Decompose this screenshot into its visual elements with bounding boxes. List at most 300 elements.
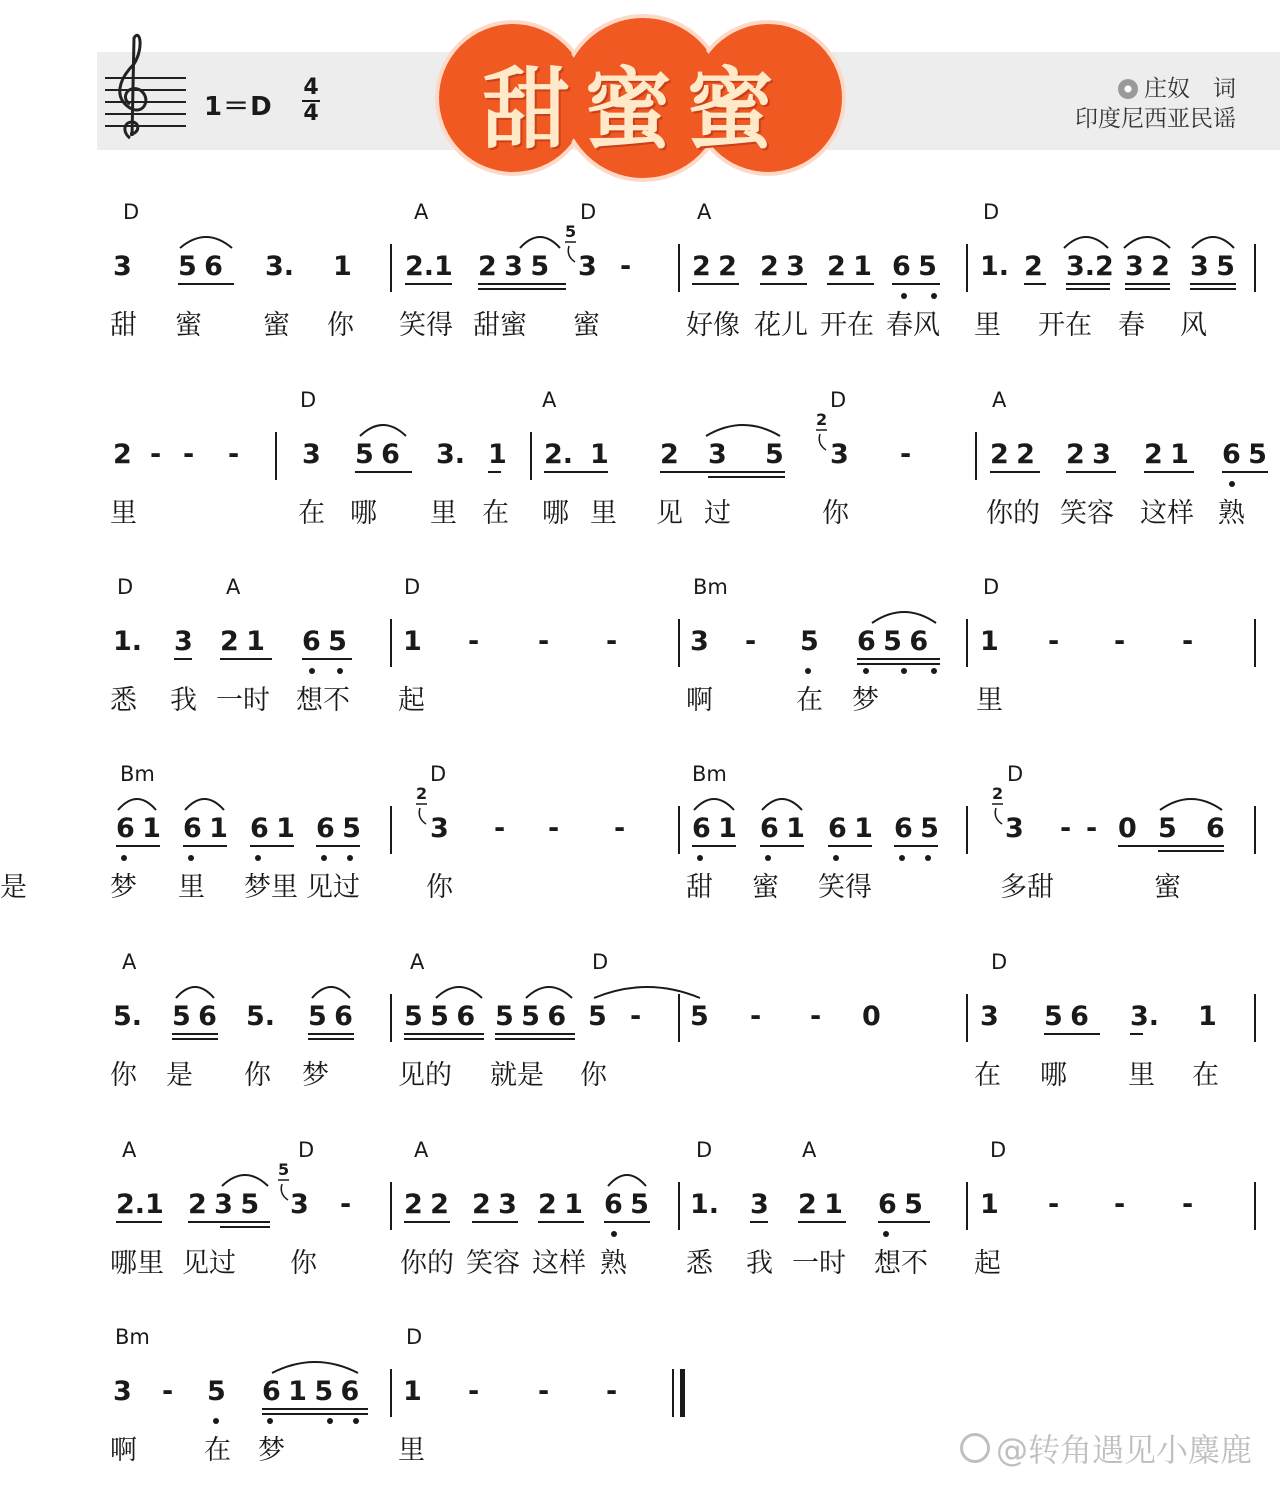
chord-symbol: D xyxy=(990,1138,1007,1162)
octave-dot xyxy=(611,1231,617,1237)
lyric-syllable: 熟 xyxy=(600,1248,627,1279)
note: 5 6 xyxy=(308,1001,353,1032)
slur xyxy=(1160,799,1222,810)
chord-symbol: D xyxy=(991,950,1008,974)
note: 5 xyxy=(588,1001,607,1032)
note: 3 xyxy=(750,1189,769,1220)
note: 1 xyxy=(333,251,352,282)
barline xyxy=(390,1182,392,1230)
lyric-syllable: 甜 xyxy=(686,872,713,903)
note: 5 xyxy=(690,1001,709,1032)
note: 2 1 xyxy=(827,251,872,282)
note: 2.1 xyxy=(405,251,453,282)
note: 6 5 xyxy=(604,1189,649,1220)
note: 5 5 6 xyxy=(404,1001,476,1032)
barline xyxy=(1254,994,1256,1042)
lyric-syllable: 你 xyxy=(426,872,453,903)
chord-symbol: D xyxy=(580,200,597,224)
note: 6 5 xyxy=(894,813,939,844)
slur xyxy=(1124,237,1170,248)
lyric-syllable: 是 xyxy=(0,872,27,903)
lyric-syllable: 这样 xyxy=(532,1248,586,1279)
note: 6 1 xyxy=(760,813,805,844)
note: 2 1 xyxy=(538,1189,583,1220)
note: - xyxy=(1048,626,1060,657)
octave-dot xyxy=(899,855,905,861)
barline xyxy=(1254,244,1256,292)
note: 3 5 xyxy=(1190,251,1235,282)
octave-dot xyxy=(863,668,869,674)
lyric-syllable: 是 xyxy=(166,1060,193,1091)
note: 5 6 xyxy=(172,1001,217,1032)
note: 1. xyxy=(690,1189,720,1220)
note: - xyxy=(1048,1189,1060,1220)
barline xyxy=(678,619,680,667)
octave-dot xyxy=(309,668,315,674)
lyric-syllable: 见的 xyxy=(398,1060,452,1091)
slur xyxy=(1192,237,1234,248)
slur xyxy=(608,1175,646,1186)
grace-slur xyxy=(568,246,575,262)
lyric-syllable: 我 xyxy=(746,1248,773,1279)
lyric-syllable: 花儿 xyxy=(754,310,808,341)
octave-dot xyxy=(765,855,771,861)
slur xyxy=(360,425,406,436)
lyric-syllable: 梦 xyxy=(110,872,137,903)
note: 3 xyxy=(430,813,449,844)
lyric-syllable: 起 xyxy=(974,1248,1001,1279)
note: 1 xyxy=(1198,1001,1217,1032)
note: 2. xyxy=(544,439,574,470)
octave-dot xyxy=(931,293,937,299)
slur xyxy=(694,799,734,810)
note: 2 3 xyxy=(472,1189,517,1220)
lyric-syllable: 多甜 xyxy=(1000,872,1054,903)
lyric-syllable: 里 xyxy=(178,872,205,903)
lyric-syllable: 你的 xyxy=(986,498,1040,529)
note: 3 xyxy=(290,1189,309,1220)
lyric-syllable: 啊 xyxy=(686,685,713,716)
lyric-syllable: 你 xyxy=(290,1248,317,1279)
barline xyxy=(390,806,392,854)
grace-slur xyxy=(995,808,1002,824)
note: 3 xyxy=(174,626,193,657)
lyric-syllable: 笑容 xyxy=(1060,498,1114,529)
barline xyxy=(390,619,392,667)
barline xyxy=(966,806,968,854)
lyric-syllable: 哪 xyxy=(542,498,569,529)
note: - xyxy=(1114,626,1126,657)
note: 3. xyxy=(1130,1001,1160,1032)
grace-note: 2 xyxy=(992,784,1004,803)
note: - xyxy=(606,1376,618,1407)
octave-dot xyxy=(1229,481,1235,487)
note: 3.2 xyxy=(1066,251,1114,282)
lyric-syllable: 梦 xyxy=(258,1435,285,1466)
chord-symbol: Bm xyxy=(120,762,155,786)
lyric-syllable: 笑得 xyxy=(818,872,872,903)
slur xyxy=(1064,237,1108,248)
chord-symbol: A xyxy=(992,388,1007,412)
octave-dot xyxy=(347,855,353,861)
note: 6 xyxy=(1206,813,1225,844)
note: - xyxy=(548,813,560,844)
lyric-syllable: 哪里 xyxy=(110,1248,164,1279)
note: - xyxy=(614,813,626,844)
note: 3 xyxy=(113,251,132,282)
lyric-syllable: 你 xyxy=(580,1060,607,1091)
note: 3 2 xyxy=(1125,251,1170,282)
note: 2 1 xyxy=(220,626,265,657)
barline xyxy=(390,244,392,292)
note: 2 xyxy=(1024,251,1043,282)
song-title: 甜蜜蜜 xyxy=(481,57,788,161)
lyric-syllable: 里 xyxy=(398,1435,425,1466)
chord-symbol: D xyxy=(117,575,134,599)
chord-symbol: D xyxy=(298,1138,315,1162)
octave-dot xyxy=(337,668,343,674)
grace-slur xyxy=(819,434,826,450)
chord-symbol: D xyxy=(983,575,1000,599)
note: 1 xyxy=(980,1189,999,1220)
lyric-syllable: 你 xyxy=(244,1060,271,1091)
barline xyxy=(1254,806,1256,854)
note: 2.1 xyxy=(116,1189,164,1220)
note: 3 xyxy=(830,439,849,470)
barline xyxy=(966,1182,968,1230)
lyric-syllable: 起 xyxy=(398,685,425,716)
note: 0 xyxy=(862,1001,881,1032)
barline xyxy=(530,432,532,480)
lyric-syllable: 笑容 xyxy=(466,1248,520,1279)
lyric-syllable: 好像 xyxy=(686,310,740,341)
octave-dot xyxy=(697,855,703,861)
note: 5 6 xyxy=(355,439,400,470)
note: 3 xyxy=(113,1376,132,1407)
chord-symbol: D xyxy=(406,1325,423,1349)
note: 6 5 xyxy=(316,813,361,844)
watermark xyxy=(960,1425,1252,1471)
note: 5. xyxy=(246,1001,276,1032)
note: 3. xyxy=(265,251,295,282)
lyric-syllable: 蜜 xyxy=(175,310,202,341)
time-signature-bottom: 4 xyxy=(303,101,319,126)
lyric-syllable: 熟 xyxy=(1218,498,1245,529)
note: 1 xyxy=(403,1376,422,1407)
slur xyxy=(526,987,572,998)
lyricist: 庄奴 词 xyxy=(1144,76,1236,102)
octave-dot xyxy=(213,1418,219,1424)
lyric-syllable: 一时 xyxy=(792,1248,846,1279)
chord-symbol: A xyxy=(542,388,557,412)
barline xyxy=(975,432,977,480)
note: 1. xyxy=(980,251,1010,282)
lyric-syllable: 里 xyxy=(430,498,457,529)
note: 6 1 5 6 xyxy=(262,1376,360,1407)
octave-dot xyxy=(931,668,937,674)
grace-note: 5 xyxy=(565,222,577,241)
chord-symbol: A xyxy=(226,575,241,599)
barline xyxy=(966,994,968,1042)
lyric-syllable: 你 xyxy=(822,498,849,529)
lyric-syllable: 一时 xyxy=(216,685,270,716)
chord-symbol: A xyxy=(410,950,425,974)
note: - xyxy=(900,439,912,470)
lyric-syllable: 悉 xyxy=(686,1248,713,1279)
slur xyxy=(176,987,214,998)
note: 6 1 xyxy=(828,813,873,844)
chord-symbol: Bm xyxy=(115,1325,150,1349)
note: 5 6 xyxy=(1044,1001,1089,1032)
lyric-syllable: 里 xyxy=(974,310,1001,341)
note: 6 5 xyxy=(1222,439,1267,470)
lyric-syllable: 在 xyxy=(204,1435,231,1466)
chord-symbol: D xyxy=(430,762,447,786)
lyric-syllable: 过 xyxy=(704,498,731,529)
lyric-syllable: 甜蜜 xyxy=(473,310,527,341)
barline xyxy=(966,244,968,292)
slur xyxy=(272,1362,358,1373)
barline xyxy=(678,994,680,1042)
note: 6 1 xyxy=(692,813,737,844)
barline xyxy=(275,432,277,480)
note: - xyxy=(183,439,195,470)
chord-symbol: D xyxy=(300,388,317,412)
lyric-syllable: 见 xyxy=(656,498,683,529)
note: - xyxy=(538,626,550,657)
lyric-syllable: 蜜 xyxy=(752,872,779,903)
note: - xyxy=(810,1001,822,1032)
barline xyxy=(678,1182,680,1230)
slur xyxy=(706,425,780,436)
octave-dot xyxy=(267,1418,273,1424)
note: 1 xyxy=(488,439,507,470)
lyric-syllable: 哪 xyxy=(1040,1060,1067,1091)
weibo-icon xyxy=(960,1433,990,1463)
note: 2 2 xyxy=(692,251,737,282)
octave-dot xyxy=(901,668,907,674)
lyric-syllable: 里 xyxy=(976,685,1003,716)
note: 6 1 xyxy=(250,813,295,844)
note: 2 3 xyxy=(760,251,805,282)
note: - xyxy=(340,1189,352,1220)
final-barline-thin xyxy=(672,1369,674,1417)
note: - xyxy=(745,626,757,657)
slur xyxy=(594,987,700,998)
lyric-syllable: 见过 xyxy=(306,872,360,903)
note: 2 xyxy=(660,439,679,470)
lyric-syllable: 开在 xyxy=(820,310,874,341)
lyric-syllable: 开在 xyxy=(1038,310,1092,341)
note: - xyxy=(1182,1189,1194,1220)
chord-symbol: D xyxy=(592,950,609,974)
note: 3 xyxy=(980,1001,999,1032)
time-signature-top: 4 xyxy=(303,75,319,100)
lyric-syllable: 蜜 xyxy=(1154,872,1181,903)
lyric-syllable: 在 xyxy=(796,685,823,716)
barline xyxy=(390,1369,392,1417)
chord-symbol: D xyxy=(404,575,421,599)
octave-dot xyxy=(925,855,931,861)
grace-slur xyxy=(419,808,426,824)
slur xyxy=(872,612,936,623)
note: - xyxy=(750,1001,762,1032)
chord-symbol: D xyxy=(983,200,1000,224)
note: 6 5 6 xyxy=(857,626,929,657)
octave-dot xyxy=(121,855,127,861)
octave-dot xyxy=(901,293,907,299)
chord-symbol: A xyxy=(802,1138,817,1162)
chord-symbol: A xyxy=(697,200,712,224)
octave-dot xyxy=(327,1418,333,1424)
slur xyxy=(312,987,350,998)
barline xyxy=(1254,1182,1256,1230)
chord-symbol: D xyxy=(1007,762,1024,786)
lyric-syllable: 这样 xyxy=(1140,498,1194,529)
note: 3 xyxy=(690,626,709,657)
lyric-syllable: 里 xyxy=(110,498,137,529)
octave-dot xyxy=(255,855,261,861)
lyric-syllable: 甜 xyxy=(110,310,137,341)
grace-note: 2 xyxy=(816,410,828,429)
note: - xyxy=(468,626,480,657)
lyric-syllable: 你 xyxy=(327,310,354,341)
octave-dot xyxy=(321,855,327,861)
lyric-syllable: 春风 xyxy=(886,310,940,341)
lyric-syllable: 见过 xyxy=(182,1248,236,1279)
note: - xyxy=(1114,1189,1126,1220)
slur xyxy=(762,799,802,810)
note: - xyxy=(630,1001,642,1032)
note: 6 1 xyxy=(116,813,161,844)
barline xyxy=(678,806,680,854)
note: 2 2 xyxy=(404,1189,449,1220)
note: 2 1 xyxy=(1144,439,1189,470)
barline xyxy=(1254,619,1256,667)
lyric-syllable: 风 xyxy=(1180,310,1207,341)
note: 3 xyxy=(1005,813,1024,844)
note: - xyxy=(228,439,240,470)
note: - xyxy=(606,626,618,657)
note: 3 xyxy=(708,439,727,470)
chord-symbol: Bm xyxy=(692,762,727,786)
note: - xyxy=(468,1376,480,1407)
slur xyxy=(180,237,232,248)
grace-slur xyxy=(281,1184,288,1200)
note: 0 xyxy=(1118,813,1137,844)
chord-symbol: D xyxy=(123,200,140,224)
note: 2 1 xyxy=(798,1189,843,1220)
lyric-syllable: 在 xyxy=(1192,1060,1219,1091)
grace-note: 5 xyxy=(278,1160,290,1179)
lyric-syllable: 啊 xyxy=(110,1435,137,1466)
note: 5 6 xyxy=(178,251,223,282)
note: 6 1 xyxy=(183,813,228,844)
octave-dot xyxy=(833,855,839,861)
chord-symbol: A xyxy=(122,1138,137,1162)
note: - xyxy=(1086,813,1098,844)
barline xyxy=(390,994,392,1042)
chord-symbol: Bm xyxy=(693,575,728,599)
note: 3 xyxy=(302,439,321,470)
lyric-syllable: 你的 xyxy=(400,1248,454,1279)
note: - xyxy=(538,1376,550,1407)
lyric-syllable: 在 xyxy=(482,498,509,529)
slur xyxy=(436,987,482,998)
chord-symbol: D xyxy=(830,388,847,412)
lyric-syllable: 梦 xyxy=(302,1060,329,1091)
note: 3 xyxy=(578,251,597,282)
lyric-syllable: 想不 xyxy=(874,1248,928,1279)
note: - xyxy=(1182,626,1194,657)
note: 3. xyxy=(436,439,466,470)
note: 5 xyxy=(1158,813,1177,844)
barline xyxy=(966,619,968,667)
lyric-syllable: 蜜 xyxy=(573,310,600,341)
note: 1 xyxy=(590,439,609,470)
lyric-syllable: 梦 xyxy=(852,685,879,716)
lyric-syllable: 蜜 xyxy=(263,310,290,341)
note: 5 xyxy=(800,626,819,657)
note: - xyxy=(162,1376,174,1407)
octave-dot xyxy=(805,668,811,674)
note: 2 3 xyxy=(1066,439,1111,470)
note: 1. xyxy=(113,626,143,657)
chord-symbol: A xyxy=(414,200,429,224)
lyric-syllable: 笑得 xyxy=(399,310,453,341)
octave-dot xyxy=(883,1231,889,1237)
slur xyxy=(185,799,224,810)
lyric-syllable: 悉 xyxy=(110,685,137,716)
note: 6 5 xyxy=(892,251,937,282)
note: 5. xyxy=(113,1001,143,1032)
note: 5 xyxy=(765,439,784,470)
octave-dot xyxy=(188,855,194,861)
lyric-syllable: 里 xyxy=(1128,1060,1155,1091)
note: - xyxy=(494,813,506,844)
octave-dot xyxy=(353,1418,359,1424)
grace-note: 2 xyxy=(416,784,428,803)
watermark-text: @转角遇见小麋鹿 xyxy=(995,1431,1252,1469)
lyric-syllable: 在 xyxy=(974,1060,1001,1091)
note: 1 xyxy=(980,626,999,657)
lyric-syllable: 在 xyxy=(298,498,325,529)
note: 5 xyxy=(207,1376,226,1407)
lyric-syllable: 想不 xyxy=(296,685,350,716)
note: - xyxy=(1060,813,1072,844)
chord-symbol: D xyxy=(696,1138,713,1162)
key-signature: 1＝D xyxy=(204,92,273,122)
slur xyxy=(118,799,156,810)
note: 6 5 xyxy=(878,1189,923,1220)
note: 6 5 xyxy=(302,626,347,657)
lyric-syllable: 我 xyxy=(170,685,197,716)
note: - xyxy=(150,439,162,470)
note: 5 5 6 xyxy=(495,1001,567,1032)
note: 2 xyxy=(113,439,132,470)
composer: 印度尼西亚民谣 xyxy=(1075,106,1236,132)
slur xyxy=(520,237,560,248)
note: - xyxy=(620,251,632,282)
note: 2 3 5 xyxy=(188,1189,260,1220)
barline xyxy=(678,244,680,292)
lyric-syllable: 你 xyxy=(110,1060,137,1091)
chord-symbol: A xyxy=(122,950,137,974)
note: 1 xyxy=(403,626,422,657)
note: 2 2 xyxy=(990,439,1035,470)
lyric-syllable: 哪 xyxy=(350,498,377,529)
final-barline-thick xyxy=(680,1369,685,1417)
